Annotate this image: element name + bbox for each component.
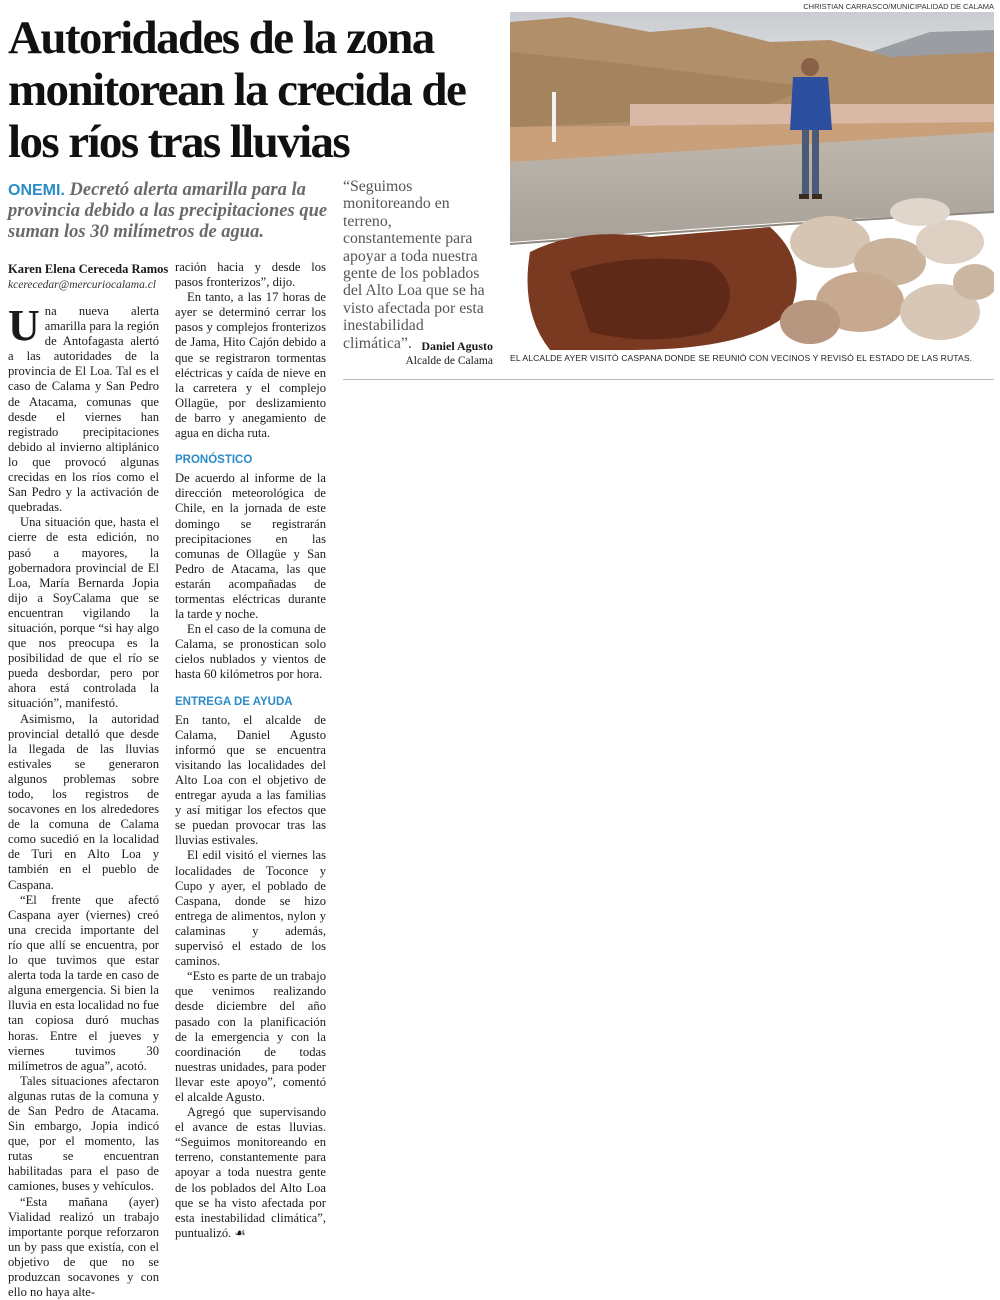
photo-credit: CHRISTIAN CARRASCO/MUNICIPALIDAD DE CALAMA bbox=[803, 2, 994, 11]
body-column-2 bbox=[175, 260, 326, 1241]
paragraph: El edil visitó el viernes las localidades de Toconce y Cupo y ayer, el poblado de Caspana, donde se hizo entrega de alimentos, nylon y calaminas y además, supervisó el estado de los caminos. bbox=[175, 848, 326, 969]
rocks bbox=[780, 198, 994, 344]
paragraph: En el caso de la comuna de Calama, se pronostican solo cielos nublados y vientos de hasta 60 kilómetros por hora. bbox=[175, 622, 326, 682]
paragraph: De acuerdo al informe de la dirección meteorológica de Chile, en la jornada de este domingo se registrarán precipitaciones en las comunas de Ollagüe y San Pedro de Atacama, las que estarán acompañadas de tormentas eléctricas durante la tarde y noche. bbox=[175, 471, 326, 622]
paragraph: Una situación que, hasta el cierre de esta edición, no pasó a mayores, la gobernadora provincial de El Loa, María Bernarda Jopia dijo a SoyCalama que se encuentran vigilando la situación, porque “si hay algo que nos preocupa es la posibilidad de que el río se pueda desbordar, pero por ahora está controlada la situación”, manifestó. bbox=[8, 515, 159, 711]
pull-quote-name: Daniel Agusto bbox=[421, 339, 493, 353]
subheadline bbox=[8, 180, 333, 243]
drop-cap: U bbox=[8, 301, 40, 350]
byline-author: Karen Elena Cereceda Ramos bbox=[8, 262, 169, 276]
divider bbox=[343, 379, 994, 380]
road-post bbox=[552, 92, 556, 142]
subhead-text: Decretó alerta amarilla para la provincia debido a las precipitaciones que suman los 30 milímetros de agua. bbox=[8, 180, 328, 242]
pull-quote-role: Alcalde de Calama bbox=[405, 355, 493, 367]
section-heading-entrega: ENTREGA DE AYUDA bbox=[175, 695, 293, 708]
paragraph: “El frente que afectó Caspana ayer (viernes) creó una crecida importante del río que allí se encuentra, por lo que tuvimos que estar alerta toda la tarde en caso de alguna emergencia. Si bien la lluvia en esta localidad no fue tan copiosa duró muchas horas. Entre el jueves y viernes tuvimos 30 milímetros de agua”, acotó. bbox=[8, 892, 159, 1073]
paragraph: “Esto es parte de un trabajo que venimos realizando desde diciembre del año pasado con la planificación de la emergencia y con la coordinación de todas nuestras unidades, para poder llevar este apoyo”, comentó el alcalde Agusto. bbox=[175, 969, 326, 1104]
paragraph-text: na nueva alerta amarilla para la región de Antofagasta alertó a las autoridades de la provincia de El Loa. Tal es el caso de Calama y San Pedro de Atacama, comunas que desde el viernes han registrado precipitaciones debido al invierno altiplánico lo que provocó algunas crecidas en los ríos como el San Pedro y la activación de quebradas. bbox=[8, 304, 159, 515]
paragraph: Agregó que supervisando el avance de estas lluvias. “Seguimos monitoreando en terreno, constantemente para apoyar a toda nuestra gente de los poblados del Alto Loa que se ha visto afectada por esta inestabilidad climática”, puntualizó. ☙ bbox=[175, 1105, 326, 1240]
body-column-1 bbox=[8, 301, 159, 1300]
headline: Autoridades de la zona monitorean la crecida de los ríos tras lluvias bbox=[8, 12, 466, 168]
kicker: ONEMI. bbox=[8, 182, 65, 199]
paragraph: Asimismo, la autoridad provincial detalló que desde la llegada de las lluvias estivales se generaron algunos problemas sobre todo, los registros de socavones en los alrededores de la comuna de Calama como sucedió en la localidad de Turi en Alto Loa y también en el pueblo de Caspana. bbox=[8, 711, 159, 892]
paragraph: ración hacia y desde los pasos fronterizos”, dijo. bbox=[175, 260, 326, 290]
paragraph: “Esta mañana (ayer) Vialidad realizó un trabajo importante porque reforzaron un by pass que existía, con el objetivo de que no se produzcan socavones y con ello no haya alte- bbox=[8, 1194, 159, 1300]
pull-quote: “Seguimos monitoreando en terreno, constantemente para apoyar a toda nuestra gente de los poblados del Alto Loa que se ha visto afectada por esta inestabilidad climática”. bbox=[343, 178, 485, 352]
paragraph: Tales situaciones afectaron algunas rutas de la comuna y de San Pedro de Atacama. Sin embargo, Jopia indicó que, por el momento, las rutas se encuentran habilitadas para el paso de camiones, buses y vehículos. bbox=[8, 1073, 159, 1194]
sinkhole-dark bbox=[570, 259, 730, 340]
paragraph: En tanto, el alcalde de Calama, Daniel Agusto informó que se encuentra visitando las localidades del Alto Loa con el objetivo de entregar ayuda a las familias y así mitigar los efectos que se puedan provocar tras las lluvias estivales. bbox=[175, 712, 326, 848]
photo-caption: EL ALCALDE AYER VISITÓ CASPANA DONDE SE REUNIÓ CON VECINOS Y REVISÓ EL ESTADO DE LAS RUTAS. bbox=[510, 353, 973, 363]
paragraph bbox=[8, 301, 159, 515]
paragraph: En tanto, a las 17 horas de ayer se determinó cerrar los pasos y complejos fronterizos de Jama, Hito Cajón debido a que se registraron tormentas eléctricas y caída de nieve en la carretera y el complejo Ollagüe, por deslizamiento de barro y anegamiento de agua en dicha ruta. bbox=[175, 290, 326, 441]
byline-email[interactable]: kcerecedar@mercuriocalama.cl bbox=[8, 279, 156, 291]
news-photo bbox=[510, 12, 994, 350]
section-heading-pronostico: PRONÓSTICO bbox=[175, 454, 253, 467]
